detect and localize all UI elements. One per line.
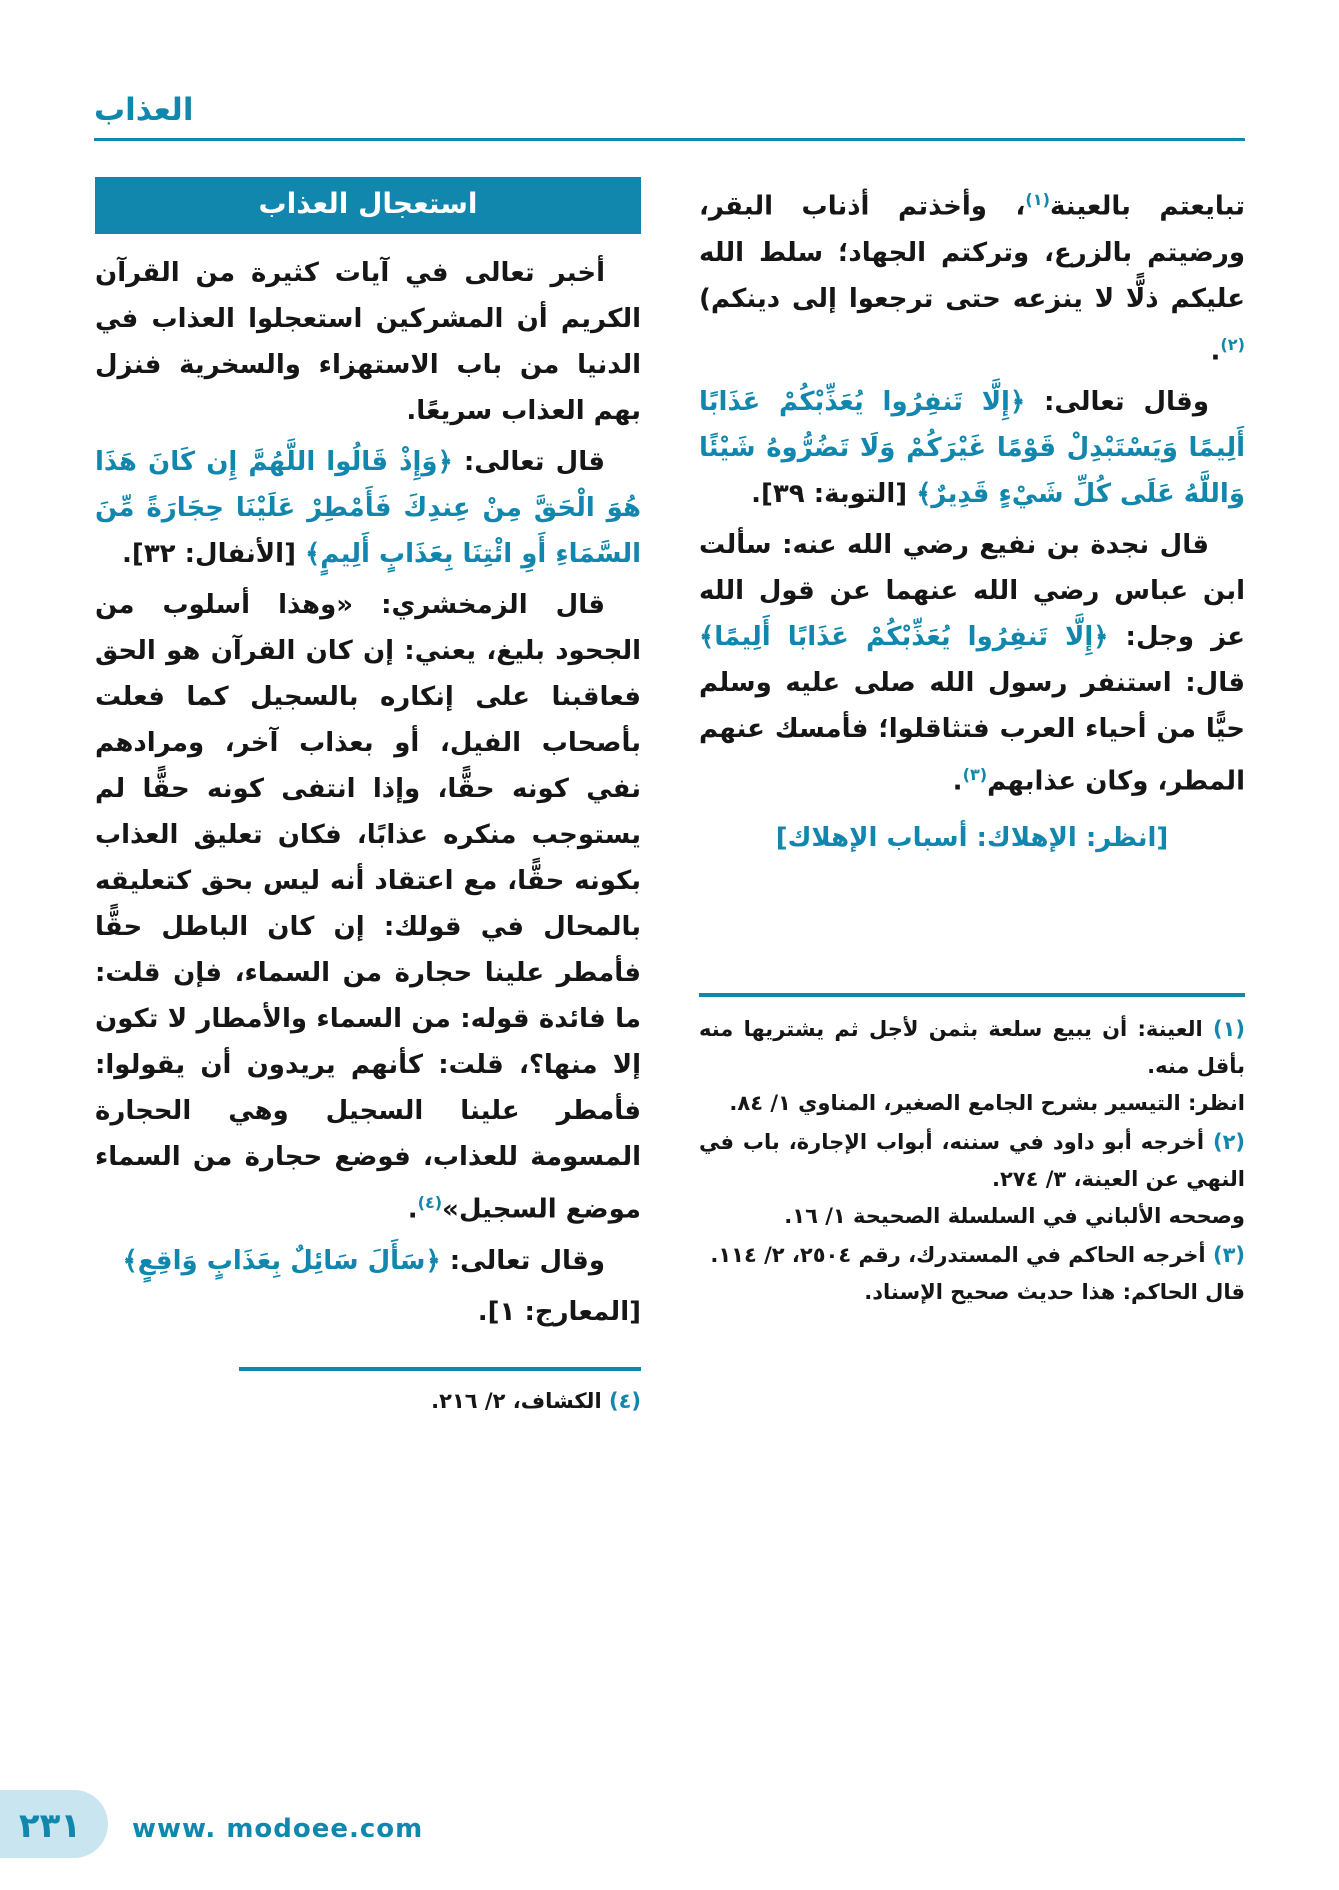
paragraph-anfal-verse [95,439,641,577]
text-segment: . [952,766,963,797]
text-segment: [الأنفال: ٣٢]. [122,539,306,569]
section-heading: استعجال العذاب [95,177,641,234]
footnote-text: العينة: أن يبيع سلعة بثمن لأجل ثم يشتريها منه بأقل منه. [699,1016,1245,1078]
footnote-marker: (٤) [417,1193,443,1212]
text-segment: تبايعتم بالعينة [1049,191,1245,222]
text-segment: قال: استنفر رسول الله صلى عليه وسلم حيًّا من أحياء العرب فتثاقلوا؛ فأمسك عنهم المطر، وكان عذابهم [699,668,1245,797]
website-link[interactable]: www. modoee.com [132,1814,424,1844]
paragraph-intro [95,250,641,434]
footnote-separator [699,993,1245,997]
footnote-number: (١) [1212,1016,1246,1041]
text-segment: أخبر تعالى في آيات كثيرة من القرآن الكريم أن المشركين استعجلوا العذاب في الدنيا من باب الاستهزاء والسخرية فنزل بهم العذاب سريعًا. [95,258,641,426]
footnote-number: (٣) [1212,1242,1245,1267]
quran-verse: ﴿سَأَلَ سَائِلٌ بِعَذَابٍ وَاقِعٍ﴾ [122,1245,441,1276]
footnote-line [699,1237,1245,1274]
text-segment: قال الزمخشري: «وهذا أسلوب من الجحود بليغ، يعني: إن كان القرآن هو الحق فعاقبنا على إنكاره بالسجيل كما فعلت بأصحاب الفيل، أو بعذاب آخر، ومرادهم نفي كونه حقًّا، وإذا انتفى كونه حقًّا لم يستوجب منكره عذابًا، فكان تعليق العذاب بكونه حقًّا، مع اعتقاد أنه ليس بحق كتعليقه بالمحال في قولك: إن كان الباطل حقًّا فأمطر علينا حجارة من السماء، فإن قلت: ما فائدة قوله: من السماء والأمطار لا تكون إلا منها؟، قلت: كأنهم يريدون أن يقولوا: فأمطر علينا السجيل وهي الحجارة المسومة للعذاب، فوضع حجارة من السماء موضع السجيل» [95,590,641,1225]
footnote-line [699,1124,1245,1198]
footnote-text: انظر: التيسير بشرح الجامع الصغير، المناوي ١/ ٨٤. [729,1090,1245,1115]
footnote [699,1124,1245,1235]
footnote-text: وصححه الألباني في السلسلة الصحيحة ١/ ١٦. [784,1203,1245,1228]
text-segment: قال نجدة بن نفيع رضي الله عنه: سألت ابن عباس رضي الله عنهما عن قول الله عز وجل: [699,530,1246,653]
footnote-separator [239,1367,641,1371]
page-number: ٢٣١ [18,1806,82,1846]
footnote [699,1237,1245,1311]
text-segment: قال تعالى: [452,447,605,477]
text-segment: وقال تعالى: [440,1245,605,1276]
maarij-reference: [المعارج: ١]. [477,1296,641,1327]
footnote-marker: (١) [1025,190,1050,209]
footnote-marker: (٣) [962,765,988,785]
text-segment: وقال تعالى: [1025,387,1209,418]
cross-reference: [انظر: الإهلاك: أسباب الإهلاك] [775,822,1169,853]
footnote-text: الكشاف، ٢/ ٢١٦. [431,1388,602,1413]
header-rule [94,138,1245,141]
paragraph-continuation [699,177,1245,374]
footnote-text: قال الحاكم: هذا حديث صحيح الإسناد. [864,1279,1245,1304]
quran-verse: ﴿إِلَّا تَنفِرُوا يُعَذِّبْكُمْ عَذَابًا أَلِيمًا﴾ [699,622,1109,653]
page-content [94,92,1245,1420]
footnote-marker: (٢) [1220,334,1245,354]
running-head-title: العذاب [94,92,194,128]
left-column [95,177,641,1420]
footnote-line [699,1011,1245,1085]
text-segment: [التوبة: ٣٩]. [751,479,917,510]
footnotes-section [699,1011,1245,1311]
text-segment: . [1210,336,1221,367]
footnote-number: (٢) [1212,1129,1245,1154]
text-segment: ، وأخذتم أذناب البقر، ورضيتم بالزرع، وتركتم الجهاد؛ سلط الله عليكم ذلًّا لا ينزعه حتى ترجعوا إلى دينكم) [699,191,1245,314]
footnote-number: (٤) [608,1388,641,1413]
two-column-layout [94,177,1245,1420]
paragraph-maarij-verse [95,1238,641,1284]
paragraph-najdah-hadith [699,522,1245,805]
footnote [699,1011,1245,1122]
text-segment: . [407,1194,418,1225]
footnote-text: أخرجه الحاكم في المستدرك، رقم ٢٥٠٤، ٢/ ١١٤. [710,1242,1206,1267]
paragraph-tawbah-verse [699,379,1245,517]
footnote [95,1383,641,1420]
footnote-text: أخرجه أبو داود في سننه، أبواب الإجارة، باب في النهي عن العينة، ٣/ ٢٧٤. [699,1129,1245,1191]
quran-verse: ﴿إِلَّا تَنفِرُوا يُعَذِّبْكُمْ عَذَابًا أَلِيمًا وَيَسْتَبْدِلْ قَوْمًا غَيْرَكُمْ وَلَا تَضُرُّوهُ شَيْئًا وَاللَّهُ عَلَى كُلِّ شَيْءٍ قَدِيرٌ﴾ [699,387,1245,510]
paragraph-zamakhshari-quote [95,582,641,1233]
right-column [699,177,1245,1313]
quran-verse: ﴿وَإِذْ قَالُوا اللَّهُمَّ إِن كَانَ هَذَا هُوَ الْحَقَّ مِنْ عِندِكَ فَأَمْطِرْ عَلَيْنَا حِجَارَةً مِّنَ السَّمَاءِ أَوِ ائْتِنَا بِعَذَابٍ أَلِيمٍ﴾ [95,447,641,569]
